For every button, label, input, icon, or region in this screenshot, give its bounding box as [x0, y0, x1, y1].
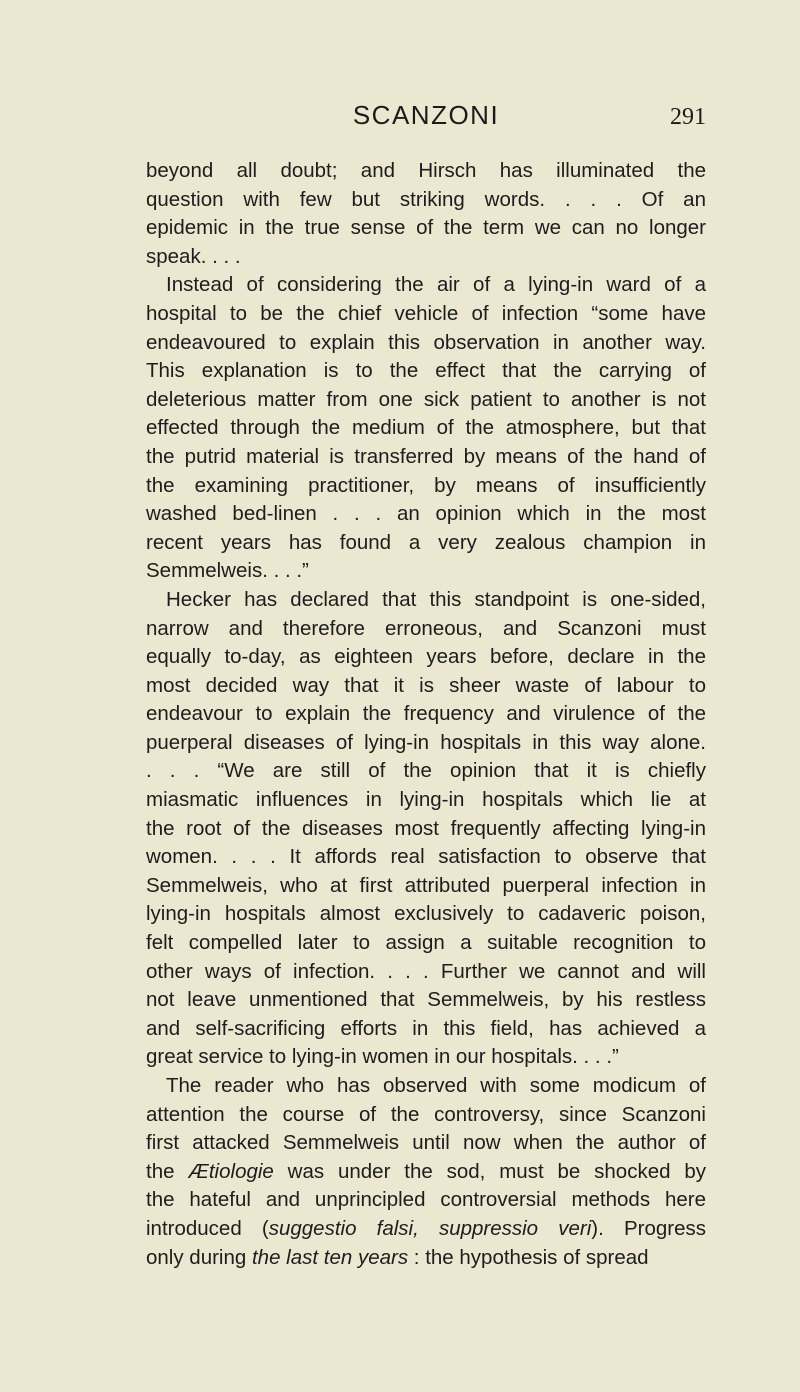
text-line: felt compelled later to assign a suitable recognition to: [146, 931, 706, 955]
text-line: equally to-day, as eighteen years before, declare in the: [146, 645, 706, 669]
text-fragment: introduced (: [146, 1216, 269, 1240]
text-line: question with few but striking words. . . . Of an: [146, 187, 706, 211]
text-line: great service to lying-in women in our hospitals. . . .”: [146, 1045, 619, 1069]
text-line: attention the course of the controversy, since Scanzoni: [146, 1102, 706, 1126]
text-line: Instead of considering the air of a lying-in ward of a: [166, 273, 706, 297]
italic-title: Ætiologie: [188, 1159, 274, 1183]
text-line: Semmelweis, who at first attributed puerperal infection in: [146, 873, 706, 897]
text-line-last: [146, 1244, 706, 1273]
italic-emphasis: the last ten years: [251, 1245, 409, 1269]
text-line: Semmelweis. . . .”: [146, 559, 309, 583]
text-line: epidemic in the true sense of the term we can no longer: [146, 216, 706, 240]
text-line: effected through the medium of the atmosphere, but that: [146, 416, 706, 440]
text-line: washed bed-linen . . . an opinion which in the most: [146, 502, 706, 526]
text-line: the examining practitioner, by means of insufficiently: [146, 473, 706, 497]
text-line: Hecker has declared that this standpoint is one-sided,: [166, 587, 706, 611]
text-line: lying-in hospitals almost exclusively to cadaveric poison,: [146, 902, 706, 926]
text-line: the putrid material is transferred by means of the hand of: [146, 444, 706, 468]
text-line: The reader who has observed with some modicum of: [166, 1074, 706, 1097]
text-line: the root of the diseases most frequently affecting lying-in: [146, 816, 706, 840]
text-lines: [146, 157, 706, 1158]
text-fragment: ). Progress: [591, 1216, 706, 1240]
text-line-hateful: the hateful and unprincipled controversial methods here: [146, 1188, 706, 1212]
text-line: endeavour to explain the frequency and virulence of the: [146, 702, 706, 726]
text-line: . . . “We are still of the opinion that it is chiefly: [146, 759, 706, 783]
body-text: [146, 157, 706, 1272]
text-line: other ways of infection. . . . Further we cannot and will: [146, 959, 706, 983]
running-title: SCANZONI: [352, 100, 500, 130]
text-line: narrow and therefore erroneous, and Scanzoni must: [146, 616, 706, 640]
text-line: recent years has found a very zealous champion in: [146, 530, 706, 554]
text-line: This explanation is to the effect that the carrying of: [146, 359, 706, 383]
italic-latin-phrase: suggestio falsi, suppressio veri: [268, 1216, 592, 1240]
text-line: most decided way that it is sheer waste of labour to: [146, 673, 706, 697]
page-number: 291: [670, 104, 706, 130]
text-fragment: only during: [146, 1245, 252, 1269]
text-line: puerperal diseases of lying-in hospitals in this way alone.: [146, 730, 706, 754]
running-head: [146, 100, 706, 140]
text-line-suggestio: [146, 1215, 706, 1244]
text-line: women. . . . It affords real satisfaction to observe that: [146, 845, 706, 869]
text-fragment: : the hypothesis of spread: [408, 1245, 649, 1269]
text-line: first attacked Semmelweis until now when the author of: [146, 1131, 706, 1155]
text-line: speak. . . .: [146, 244, 241, 268]
text-line: deleterious matter from one sick patient to another is not: [146, 387, 706, 411]
text-line: endeavoured to explain this observation in another way.: [146, 330, 706, 354]
text-line: and self-sacrificing efforts in this field, has achieved a: [146, 1016, 706, 1040]
text-fragment: the: [146, 1159, 189, 1183]
text-line: not leave unmentioned that Semmelweis, by his restless: [146, 988, 706, 1012]
text-line: hospital to be the chief vehicle of infection “some have: [146, 301, 706, 325]
text-line: miasmatic influences in lying-in hospitals which lie at: [146, 788, 706, 812]
text-line: beyond all doubt; and Hirsch has illuminated the: [146, 159, 706, 182]
text-fragment: was under the sod, must be shocked by: [273, 1159, 706, 1183]
text-line-etiologie: [146, 1158, 706, 1187]
